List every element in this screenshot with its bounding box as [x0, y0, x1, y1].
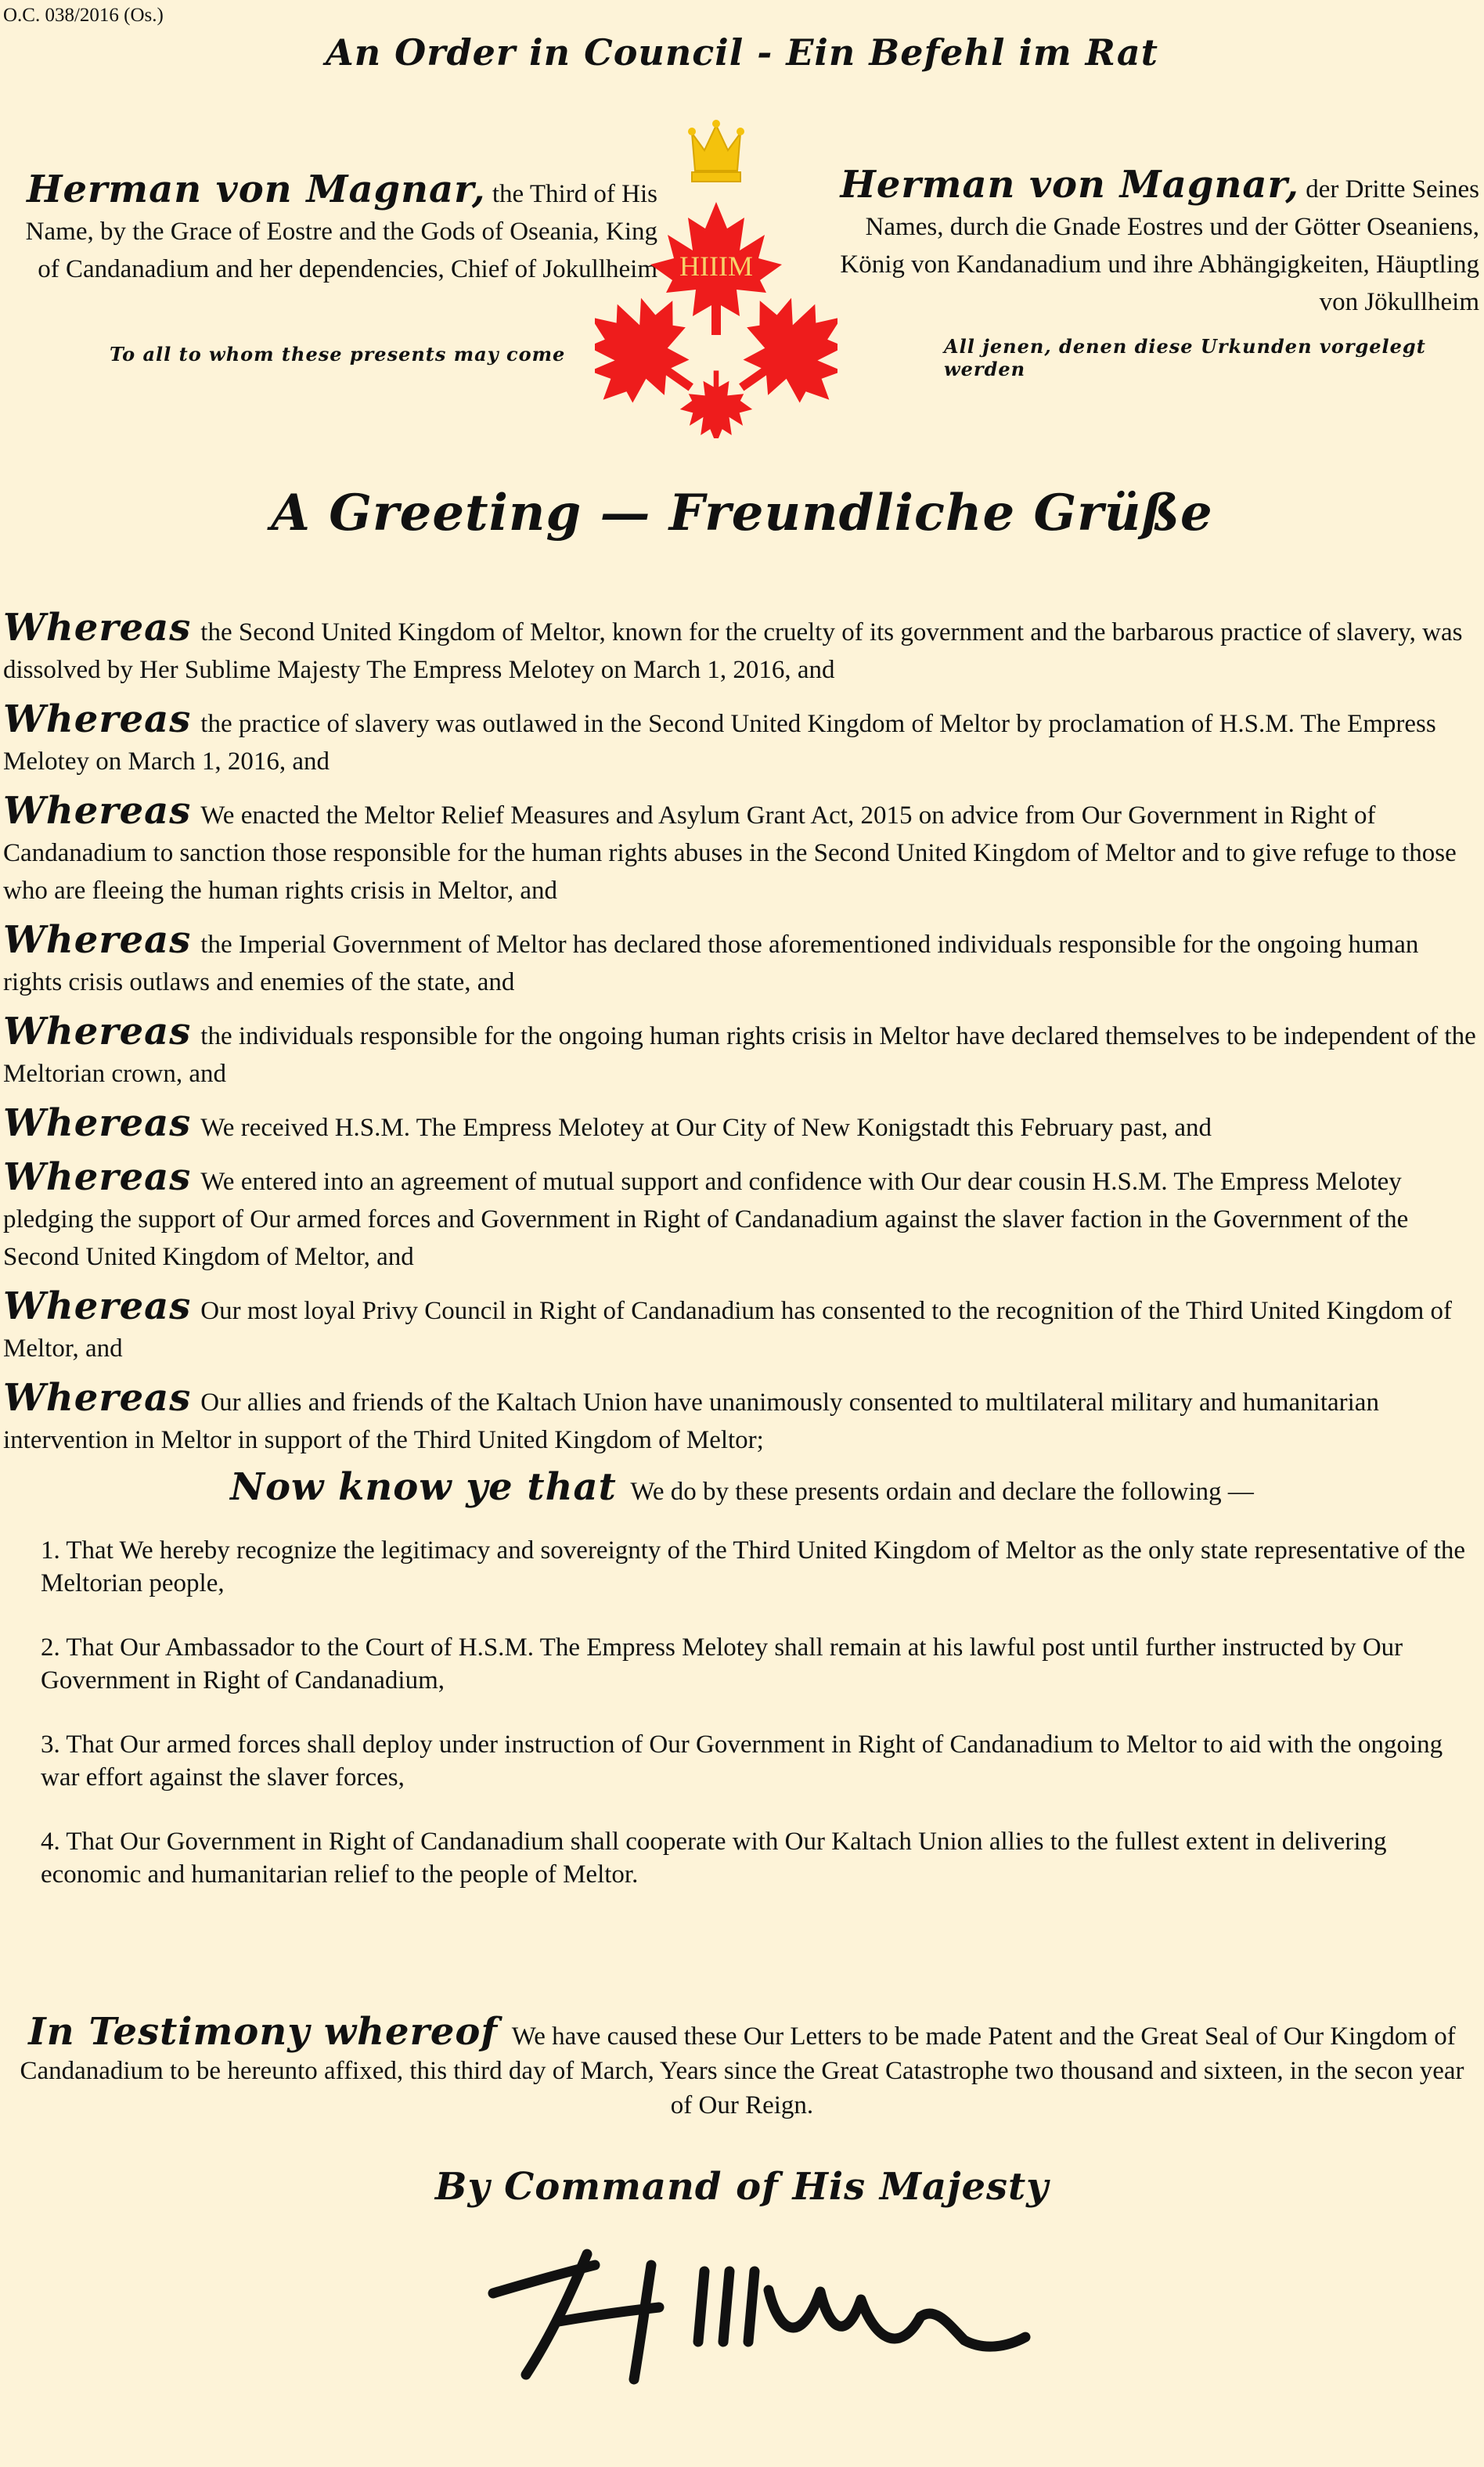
- article-item: 1. That We hereby recognize the legitimacy and sovereignty of the Third United Kingdom of Meltor as the only state representative of the Meltorian people,: [41, 1536, 1466, 1597]
- crown-icon: [688, 120, 744, 182]
- whereas-clause: [3, 1155, 1478, 1276]
- now-know-ye-that: [0, 1465, 1484, 1509]
- testimony-text: We have caused these Our Letters to be made Patent and the Great Seal of Our Kingdom of Candanadium to be hereunto affixed, this third day of March, Years since the Great Catastrophe two thousand and sixteen, in the secon year of Our Reign.: [20, 2022, 1464, 2119]
- whereas-text: We entered into an agreement of mutual support and confidence with Our dear cousin H.S.M. The Empress Melotey pledging the support of Our armed forces and Government in Right of Candanadium against the slaver faction in the Government of the Second United Kingdom of Meltor, and: [3, 1168, 1409, 1271]
- greeting-heading: A Greeting — Freundliche Grüße: [271, 484, 1213, 542]
- whereas-text: the Imperial Government of Meltor has declared those aforementioned individuals responsible for the ongoing human rights crisis outlaws and enemies of the state, and: [3, 931, 1419, 996]
- whereas-lead: Whereas: [3, 606, 192, 650]
- document-reference: O.C. 038/2016 (Os.): [3, 5, 164, 26]
- monarch-name-english: Herman von Magnar,: [27, 167, 486, 211]
- whereas-text: the individuals responsible for the ongoing human rights crisis in Meltor have declared themselves to be independent of the Meltorian crown, and: [3, 1022, 1476, 1088]
- whereas-lead: Whereas: [3, 1284, 192, 1328]
- style-text-german: der Dritte Seines Names, durch die Gnade Eostres und der Götter Oseaniens, König von Kandanadium und ihre Abhängigkeiten, Häuptling von Jökullheim: [840, 175, 1479, 316]
- whereas-clause: [3, 1284, 1478, 1367]
- royal-signature: [477, 2245, 1041, 2393]
- article-item: 3. That Our armed forces shall deploy under instruction of Our Government in Right of Candanadium to Meltor to aid with the ongoing war effort against the slaver forces,: [41, 1731, 1443, 1792]
- whereas-clause: [3, 697, 1478, 780]
- whereas-text: Our most loyal Privy Council in Right of Candanadium has consented to the recognition of the Third United Kingdom of Meltor, and: [3, 1297, 1453, 1363]
- royal-emblem: [595, 110, 837, 438]
- whereas-clause: [3, 1376, 1478, 1459]
- address-german: All jenen, denen diese Urkunden vorgelegt werden: [944, 335, 1426, 380]
- whereas-lead: Whereas: [3, 1101, 192, 1145]
- whereas-clause: [3, 918, 1478, 1001]
- whereas-clause: [3, 789, 1478, 909]
- article-item: 2. That Our Ambassador to the Court of H.S.M. The Empress Melotey shall remain at his lawful post until further instructed by Our Government in Right of Candanadium,: [41, 1633, 1403, 1694]
- now-text: We do by these presents ordain and declare the following —: [630, 1478, 1254, 1506]
- whereas-clause: [3, 1101, 1478, 1147]
- document-title: An Order in Council - Ein Befehl im Rat: [326, 31, 1158, 74]
- whereas-text: the practice of slavery was outlawed in the Second United Kingdom of Meltor by proclamation of H.S.M. The Empress Melotey on March 1, 2016, and: [3, 710, 1436, 776]
- address-english: To all to whom these presents may come: [110, 343, 566, 366]
- whereas-lead: Whereas: [3, 789, 192, 833]
- testimony-lead: In Testimony whereof: [28, 2010, 499, 2054]
- whereas-text: the Second United Kingdom of Meltor, known for the cruelty of its government and the barbarous practice of slavery, was dissolved by Her Sublime Majesty The Empress Melotey on March 1, 2016, and: [3, 618, 1463, 684]
- whereas-lead: Whereas: [3, 1155, 192, 1199]
- whereas-clause: [3, 606, 1478, 689]
- article-item: 4. That Our Government in Right of Candanadium shall cooperate with Our Kaltach Union allies to the fullest extent in delivering economic and humanitarian relief to the people of Meltor.: [41, 1828, 1387, 1889]
- whereas-lead: Whereas: [3, 697, 192, 741]
- command-line: By Command of His Majesty: [434, 2165, 1050, 2209]
- whereas-clauses: [3, 606, 1478, 1471]
- whereas-lead: Whereas: [3, 1376, 192, 1420]
- royal-style-german: [814, 163, 1479, 321]
- now-lead: Now know ye that: [230, 1465, 617, 1509]
- testimony-clause: [6, 2010, 1478, 2123]
- whereas-text: We received H.S.M. The Empress Melotey at Our City of New Konigstadt this February past, and: [200, 1114, 1212, 1142]
- whereas-text: We enacted the Meltor Relief Measures and Asylum Grant Act, 2015 on advice from Our Government in Right of Candanadium to sanction those responsible for the human rights abuses in the Second United Kingdom of Meltor and to give refuge to those who are fleeing the human rights crisis in Meltor, and: [3, 801, 1457, 905]
- royal-style-english: [0, 167, 657, 288]
- whereas-clause: [3, 1010, 1478, 1093]
- ordinance-articles: [41, 1534, 1478, 1922]
- whereas-lead: Whereas: [3, 918, 192, 962]
- royal-monogram: HIIIM: [679, 250, 753, 282]
- maple-leaf-bottom-icon: [680, 371, 752, 439]
- whereas-text: Our allies and friends of the Kaltach Union have unanimously consented to multilateral military and humanitarian intervention in Meltor in support of the Third United Kingdom of Meltor;: [3, 1388, 1379, 1454]
- style-text-english: the Third of His Name, by the Grace of Eostre and the Gods of Oseania, King of Candanadium and her dependencies, Chief of Jokullheim: [25, 180, 657, 283]
- monarch-name-german: Herman von Magnar,: [840, 163, 1299, 207]
- whereas-lead: Whereas: [3, 1010, 192, 1053]
